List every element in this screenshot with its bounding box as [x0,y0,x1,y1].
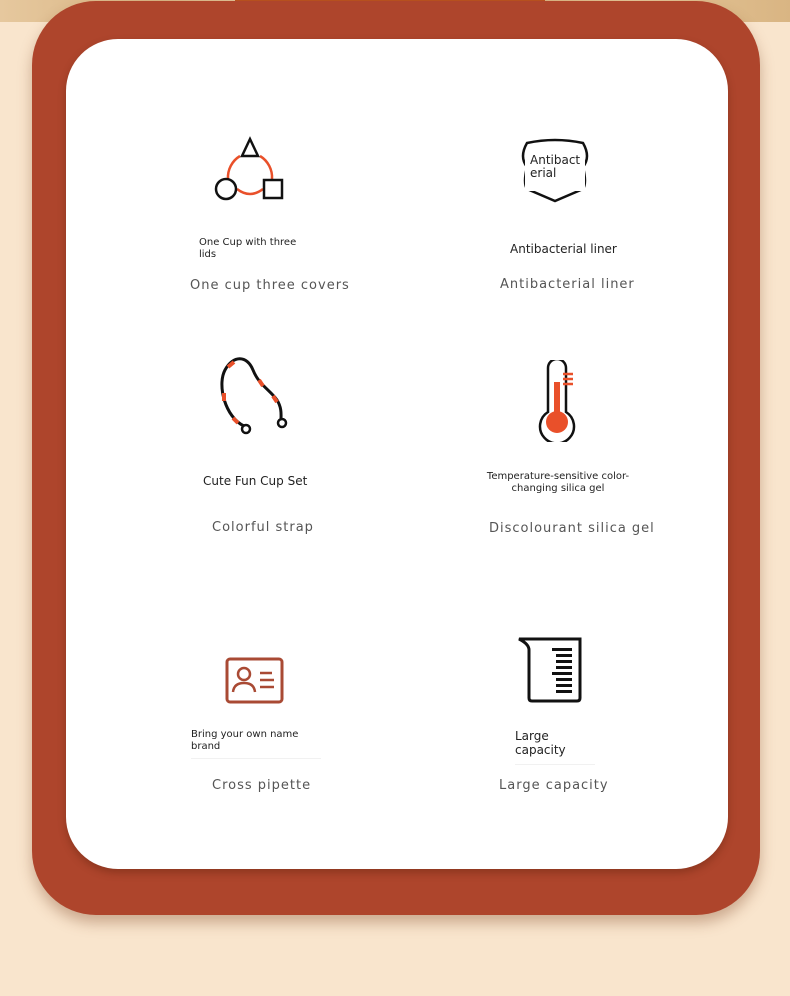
feature-label: Bring your own name brand [191,729,299,752]
feature-caption: Discolourant silica gel [489,521,655,536]
feature-label: Cute Fun Cup Set [203,474,308,488]
feature-caption: Antibacterial liner [500,277,635,292]
divider [515,764,595,765]
feature-caption: Cross pipette [212,778,312,793]
measuring-cup-icon [515,636,585,704]
feature-caption: Colorful strap [212,520,314,535]
name-card-icon [224,656,286,706]
shield-icon-text: Antibacterial [530,153,581,180]
thermometer-icon [534,360,584,442]
feature-label: Antibacterial liner [510,242,617,256]
feature-label: Temperature-sensitive color-changing silica gel [486,471,630,494]
divider [191,758,321,759]
feature-caption: One cup three covers [190,278,350,293]
three-shapes-icon [210,134,290,204]
feature-caption: Large capacity [499,778,609,793]
feature-label: Large capacity [515,729,566,757]
strap-icon [215,355,295,440]
feature-card [66,39,728,869]
feature-label: One Cup with three lids [199,237,297,260]
